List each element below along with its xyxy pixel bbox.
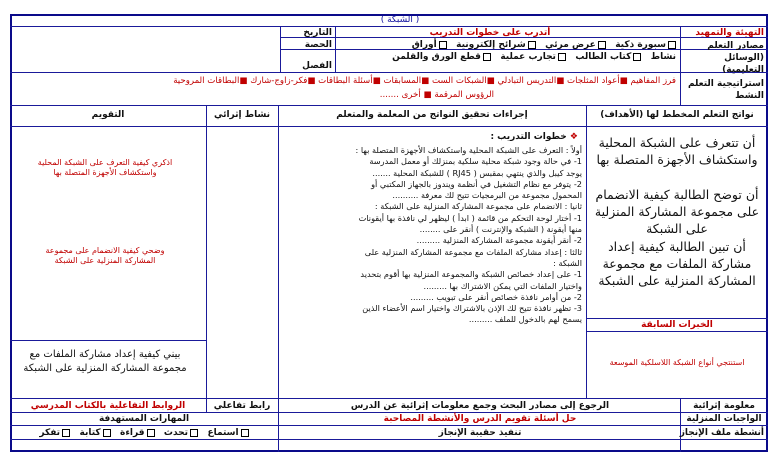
prior-text: استنتجي أنواع الشبكة اللاسلكية الموسعة <box>609 358 745 367</box>
procedures-header: إجراءات تحقيق النواتج من المعلمة والمتعلم <box>336 110 528 120</box>
star-icon: ❖ <box>569 132 578 142</box>
unit-label: التهيئة والتمهيد <box>695 28 764 38</box>
procedure-line: المحمول مجموعة من البرمجيات تتيح لك معرفة .......... <box>392 190 582 201</box>
procedure-line: واختيار الملفات التي يمكن الاشتراك بها ......... <box>423 280 582 291</box>
skill-speaking: تحدث <box>163 428 189 438</box>
assessment-1: اذكري كيفية التعرف على الشبكة المحلية واستكشاف الأجهزة المتصلة بها <box>37 158 173 177</box>
procedure-line: 3- تظهر نافذة تتيح لك الإذن بالاشتراك واختيار اسم الأعضاء الذين <box>362 303 582 314</box>
outcome-3: أن تبين الطالبة كيفية إعداد مشاركة الملفات مع مجموعة المشاركة المنزلية على الشبكة <box>598 239 756 288</box>
paper-pen-option: قطع الورق والقلمن <box>392 52 481 62</box>
prior-label: الخبرات السابقة <box>641 320 713 330</box>
checkbox[interactable] <box>558 53 566 61</box>
assessment-2: وضحي كيفية الانضمام على مجموعة المشاركة المنزلية على الشبكة <box>45 246 165 265</box>
procedure-line: 1- في حالة وجود شبكة محلية سلكية بمنزلك أو معمل المدرسة <box>369 156 582 167</box>
procedure-line: 1- أختار لوحة التحكم من قائمة ( ابدأ ) ليظهر لي نافذة بها أيقونات <box>358 212 582 223</box>
procedures-body <box>284 145 582 326</box>
interactive-links-label: الروابط التفاعلية بالكتاب المدرسي <box>30 401 186 411</box>
strategies-label: استراتيجية التعلم النشط <box>687 79 764 101</box>
homework-text: حل أسئلة تقويم الدرس والأنشطة المصاحبة <box>383 414 577 424</box>
skill-writing: كتابة <box>79 428 101 438</box>
procedure-line: 2- من أوامر نافذة خصائص أنقر على تبويب ......... <box>410 291 582 302</box>
enrichment-info-label: معلومة إثرائية <box>693 401 755 411</box>
enrichment-info-text: الرجوع إلى مصادر البحث وجمع معلومات إثرائية عن الدرس <box>350 401 610 411</box>
training-label: أتدرب على خطوات التدريب <box>429 28 551 38</box>
checkbox[interactable] <box>439 41 447 49</box>
procedures-heading <box>282 132 578 143</box>
resources-row1 <box>340 40 676 51</box>
procedure-line: ثانيا : الانضمام على مجموعة المشاركة المنزلية على الشبكة : <box>374 201 582 212</box>
checkbox[interactable] <box>633 53 641 61</box>
skills-label: المهارات المستهدفة <box>98 414 190 424</box>
lesson-title: ( الشبكة ) <box>380 15 420 25</box>
activity-option: نشاط <box>650 52 676 62</box>
checkbox[interactable] <box>241 429 249 437</box>
checkbox[interactable] <box>668 41 676 49</box>
enrichment-header: نشاط إثرائي <box>213 110 271 120</box>
skill-reading: قراءة <box>120 428 145 438</box>
resources-label: مصادر التعلم (الوسائل التعليمية) <box>707 41 764 75</box>
strategies-line2: الرؤوس المرقمة ■ أخرى ....... <box>379 90 494 100</box>
procedure-line: 1- على إعداد خصائص الشبكة والمجموعة المنزلية بها أقوم بتحديد <box>360 269 582 280</box>
strategies-line1: فرز المفاهيم ■أعواد المثلجات ■التدريس التبادلي ■الشبكات الست ■المسابقات ■أسئلة البطاقات ■فكر-زاوج-شارك ■البطاقات المروحية <box>173 76 676 86</box>
skills-list <box>12 428 276 439</box>
skill-listening: استماع <box>207 428 239 438</box>
outcomes-header: نواتج التعلم المخطط لها (الأهداف) <box>600 110 754 120</box>
skill-thinking: تفكر <box>39 428 61 438</box>
checkbox[interactable] <box>528 41 536 49</box>
papers-option: أوراق <box>411 40 437 50</box>
slides-option: شرائح إلكترونية <box>456 40 526 50</box>
checkbox[interactable] <box>147 429 155 437</box>
period-label: الحصة <box>304 40 332 50</box>
procedure-line: الشبكة : <box>553 257 582 268</box>
class-label: الفصل <box>302 61 332 71</box>
procedure-line: 2- أنقر أيقونة مجموعة المشاركة المنزلية ......... <box>416 235 582 246</box>
assessment-3: بيني كيفية إعداد مشاركة الملفات مع مجموعة المشاركة المنزلية على الشبكة <box>23 349 187 374</box>
checkbox[interactable] <box>103 429 111 437</box>
portfolio-label: أنشطة ملف الإنجاز <box>679 428 764 438</box>
outcome-1: أن تتعرف على الشبكة المحلية واستكشاف الأجهزة المتصلة بها <box>596 135 758 167</box>
procedure-line: يوجد كيبل والذي ينتهي بمقبس ( RJ45 ) للشبكة المحلية ....... <box>372 167 582 178</box>
procedure-line: منها أيقونة ( الشبكة والإنترنت ) أنقر على ........ <box>419 224 582 235</box>
procedure-line: 2- يتوفر مع نظام التشغيل في أنظمة ويندوز بالجهاز المكتبي أو <box>371 178 582 189</box>
procedure-line: ثالثا : إعداد مشاركة الملفات مع مجموعة المشاركة المنزلية على <box>364 246 582 257</box>
procedure-line: يسمح لهم بالدخول للملف ......... <box>468 314 582 325</box>
checkbox[interactable] <box>190 429 198 437</box>
checkbox[interactable] <box>598 41 606 49</box>
procedures-heading-text: خطوات التدريب : <box>490 132 567 142</box>
interactive-link[interactable]: رابط تفاعلي <box>213 401 271 411</box>
smartboard-option: سبورة ذكية <box>615 40 666 50</box>
outcome-2: أن توضح الطالبة كيفية الانضمام على مجموعة المشاركة المنزلية على الشبكة <box>594 187 760 236</box>
resources-row2 <box>340 52 676 63</box>
procedure-line: أولاً : التعرف على الشبكة المحلية واستكشاف الأجهزة المتصلة بها : <box>355 145 582 155</box>
checkbox[interactable] <box>62 429 70 437</box>
assessment-header: التقويم <box>91 110 125 120</box>
student-book-option: كتاب الطالب <box>575 52 632 62</box>
checkbox[interactable] <box>483 53 491 61</box>
experiments-option: تجارب عملية <box>500 52 556 62</box>
visual-option: عرض مرئي <box>545 40 596 50</box>
date-label: التاريخ <box>303 28 332 38</box>
homework-label: الواجبات المنزلية <box>686 414 762 424</box>
portfolio-text: تنفيذ حقيبة الإنجاز <box>438 428 522 438</box>
